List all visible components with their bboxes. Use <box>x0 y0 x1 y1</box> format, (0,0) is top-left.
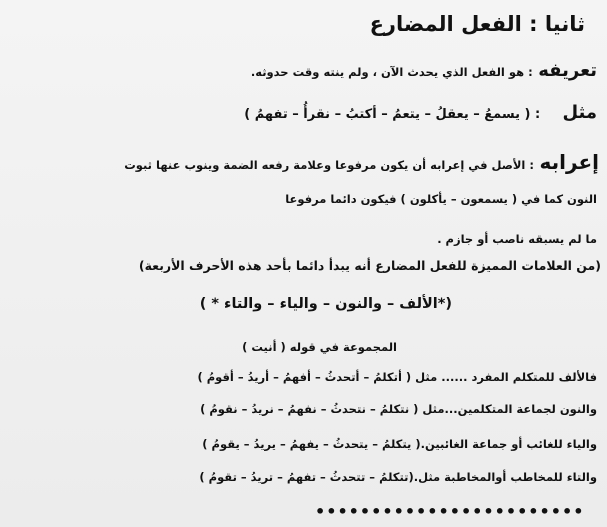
page-title: ثانيا : الفعل المضارع <box>369 12 585 36</box>
rule-alef: فالألف للمتكلم المفرد ...... مثل ( أتكلمُ – أتحدثُ – أفهمُ – أريدُ – أقومُ ) <box>197 370 597 384</box>
dotted-divider: •••••••••••••••••••••••• <box>315 502 585 521</box>
parsing-line-2: النون كما في ( يسمعون – يأكلون ) فيكون دائما مرفوعا <box>285 192 597 206</box>
example-term: مثل <box>562 102 597 123</box>
example-line <box>244 102 597 123</box>
example-text: : ( يسمعُ – يعقلُ – يتعمُ – أكتبُ – نقرأُ – تفهمُ ) <box>244 107 541 122</box>
definition-term: تعريفه <box>538 60 597 81</box>
signs-heading: (من العلامات المميزة للفعل المضارع أنه يبدأ دائما بأحد هذه الأحرف الأربعة) <box>138 258 601 273</box>
letters-line: (*الألف – والنون – والياء – والتاء * ) <box>199 296 452 312</box>
rule-yaa: والياء للغائب أو جماعة الغائبين.( يتكلمُ – يتحدثُ – يفهمُ – يريدُ – يقومُ ) <box>202 437 597 451</box>
definition-line <box>251 60 597 81</box>
collected-line: المجموعة في قوله ( أنيت ) <box>242 340 397 354</box>
parsing-term: إعرابه <box>539 150 599 174</box>
rule-taa: والتاء للمخاطب أوالمخاطبة مثل.(تتكلمُ – تتحدثُ – تفهمُ – تريدُ – تقومُ ) <box>199 470 597 484</box>
parsing-line-3: ما لم يسبقه ناصب أو جازم . <box>437 232 597 246</box>
rule-noon: والنون لجماعة المتكلمين...مثل ( نتكلمُ – نتحدثُ – نفهمُ – نريدُ – نقومُ ) <box>200 402 597 416</box>
definition-text: : هو الفعل الذي يحدث الآن ، ولم ينته وقت حدوثه. <box>250 65 533 79</box>
parsing-text-1: : الأصل في إعرابه أن يكون مرفوعا وعلامة رفعه الضمة وينوب عنها ثبوت <box>124 158 534 172</box>
parsing-line-1 <box>124 150 599 174</box>
